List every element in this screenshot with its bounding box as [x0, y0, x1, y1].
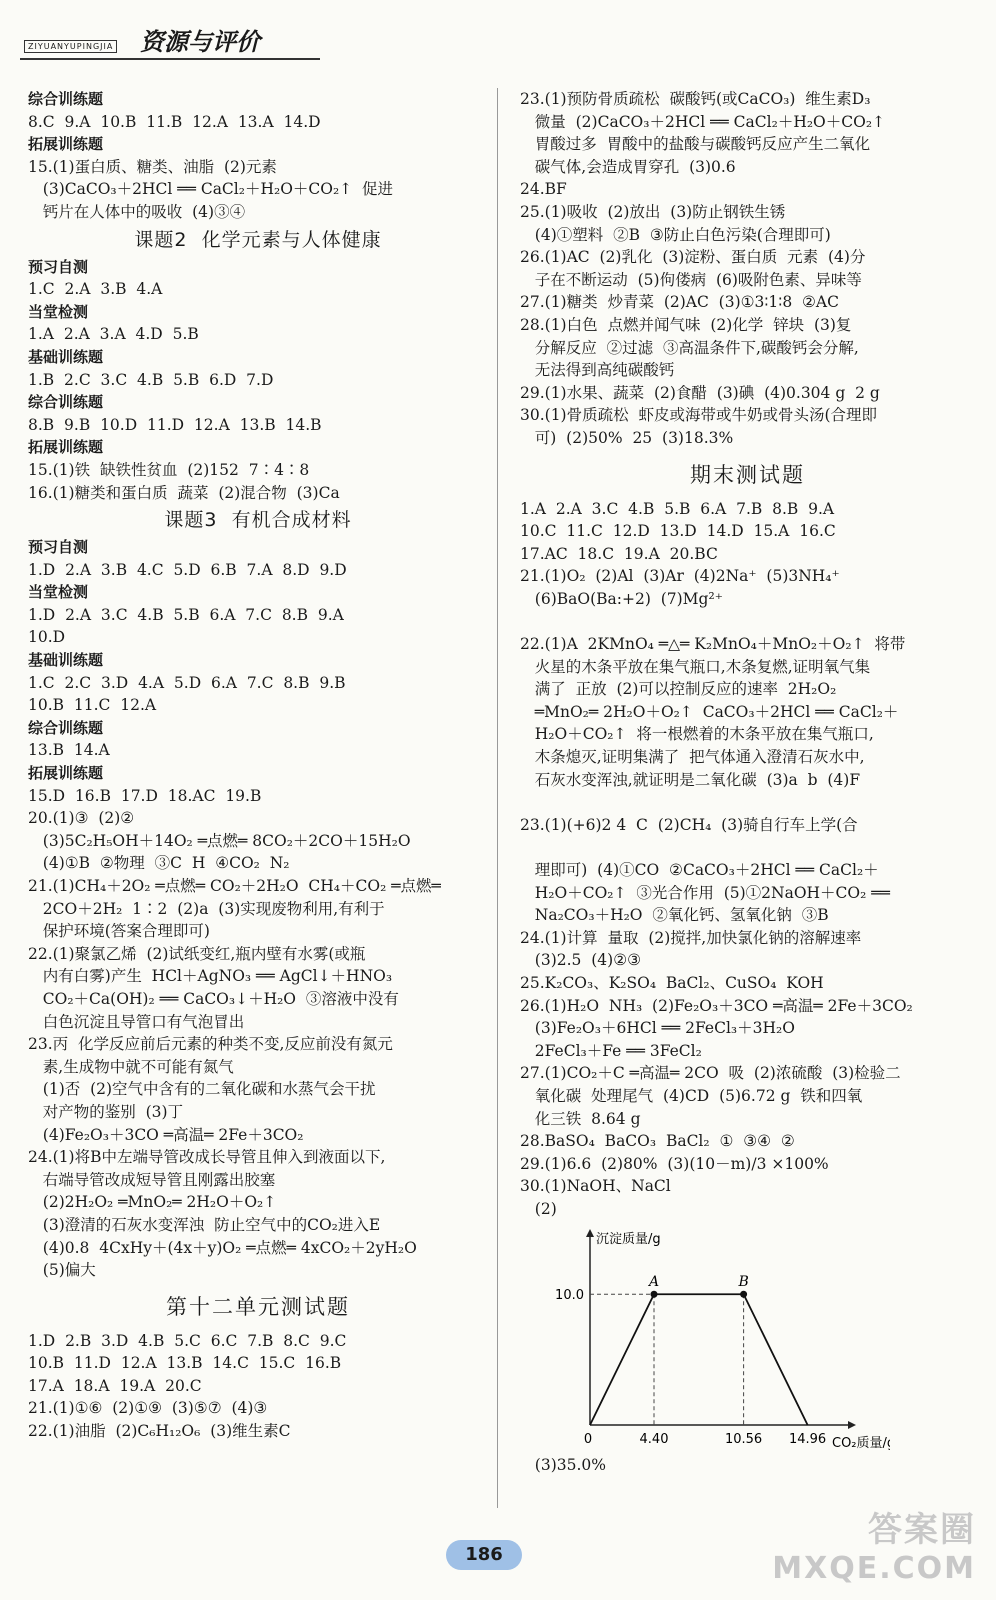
section-label: 综合训练题: [28, 90, 104, 108]
answer-line: 1.D 2.B 3.D 4.B 5.C 6.C 7.B 8.C 9.C: [28, 1331, 347, 1350]
answer-line: 27.(1)糖类 炒青菜 (2)AC (3)①3∶1∶8 ②AC: [520, 293, 839, 312]
answer-line: 理即可) (4)①CO ②CaCO₃＋2HCl ══ CaCl₂＋: [520, 861, 879, 879]
answer-line: (5)偏大: [28, 1261, 96, 1280]
section-label: 综合训练题: [28, 393, 104, 412]
answer-line: CO₂＋Ca(OH)₂ ══ CaCO₃↓＋H₂O ③溶液中没有: [28, 989, 399, 1008]
section-label: 基础训练题: [28, 651, 104, 670]
answer-line: 氧化碳 处理尾气 (4)CD (5)6.72 g 铁和四氧: [520, 1086, 863, 1105]
answer-line: 10.B 11.C 12.A: [28, 696, 157, 715]
answer-line: 2CO＋2H₂ 1∶2 (2)a (3)实现废物利用,有利于: [28, 899, 385, 918]
x-tick-label: 4.40: [639, 1431, 669, 1447]
answer-line: (3)澄清的石灰水变浑浊 防止空气中的CO₂进入E: [28, 1215, 381, 1234]
answer-line: 22.(1)A 2KMnO₄ ═△═ K₂MnO₄＋MnO₂＋O₂↑ 将带: [520, 635, 906, 654]
answer-line: 28.(1)白色 点燃并闻气味 (2)化学 锌块 (3)复: [520, 315, 852, 334]
precipitate-chart: [550, 1225, 975, 1454]
answer-line: 10.B 11.D 12.A 13.B 14.C 15.C 16.B: [28, 1354, 342, 1373]
answer-line: 21.(1)CH₄＋2O₂ ═点燃═ CO₂＋2H₂O CH₄＋CO₂ ═点燃═: [28, 877, 441, 895]
answer-line: 木条熄灭,证明集满了 把气体通入澄清石灰水中,: [520, 748, 865, 767]
answer-line: [520, 610, 975, 633]
answer-line: 右端导管改成短导管且刚露出胶塞: [28, 1170, 276, 1189]
section-heading: 第十二单元测试题: [166, 1294, 350, 1319]
answer-line: 石灰水变浑浊,就证明是二氧化碳 (3)a b (4)F: [520, 770, 861, 789]
data-point: [651, 1290, 658, 1297]
header-subtitle: ZIYUANYUPINGJIA: [24, 40, 117, 53]
answer-line: 23.(1)预防骨质疏松 碳酸钙(或CaCO₃) 维生素D₃: [520, 90, 871, 108]
answer-line: 21.(1)O₂ (2)Al (3)Ar (4)2Na⁺ (5)3NH₄⁺: [520, 567, 840, 586]
answer-line: (4)①B ②物理 ③C H ④CO₂ N₂: [28, 854, 290, 873]
answer-line: 胃酸过多 胃酸中的盐酸与碳酸钙反应产生二氧化: [520, 135, 871, 154]
answer-line: 10.D: [28, 628, 66, 647]
data-point: [740, 1290, 747, 1297]
point-label: B: [738, 1273, 749, 1290]
answer-line: ═MnO₂═ 2H₂O＋O₂↑ CaCO₃＋2HCl ══ CaCl₂＋: [520, 702, 899, 721]
watermark: [772, 1502, 976, 1586]
answer-line: 17.A 18.A 19.A 20.C: [28, 1376, 202, 1395]
x-tick-label: 14.96: [788, 1431, 827, 1447]
answer-line: 可) (2)50% 25 (3)18.3%: [520, 428, 734, 447]
answer-line: 26.(1)AC (2)乳化 (3)淀粉、蛋白质 元素 (4)分: [520, 248, 866, 267]
answer-line: 1.D 2.A 3.C 4.B 5.B 6.A 7.C 8.B 9.A: [28, 605, 344, 624]
section-label: 基础训练题: [28, 347, 104, 366]
right-column: [520, 88, 975, 1476]
answer-line: 白色沉淀且导管口有气泡冒出: [28, 1012, 245, 1031]
series-line: [590, 1294, 808, 1425]
answer-line: 对产物的鉴别 (3)丁: [28, 1102, 184, 1121]
answer-line: (3)2.5 (4)②③: [520, 951, 641, 970]
column-divider: [497, 88, 498, 1508]
answer-line: 化三铁 8.64 g: [520, 1109, 641, 1128]
header-rule: [20, 58, 320, 60]
answer-line: 25.K₂CO₃、K₂SO₄ BaCl₂、CuSO₄ KOH: [520, 973, 824, 992]
answer-line: 24.(1)计算 量取 (2)搅拌,加快氯化钠的溶解速率: [520, 928, 862, 947]
answer-line: 15.(1)铁 缺铁性贫血 (2)152 7∶4∶8: [28, 460, 310, 479]
answer-line: 素,生成物中就不可能有氮气: [28, 1057, 234, 1076]
answer-line: 1.A 2.A 3.A 4.D 5.B: [28, 325, 199, 344]
answer-line: 23.(1)(+6)2 4 C (2)CH₄ (3)骑自行车上学(合: [520, 815, 858, 834]
y-tick-label: 10.0: [555, 1287, 584, 1303]
answer-line: (1)否 (2)空气中含有的二氧化碳和水蒸气会干扰: [28, 1080, 376, 1099]
x-tick-label: 10.56: [724, 1431, 763, 1447]
section-label: 当堂检测: [28, 583, 89, 602]
answer-line: (4)Fe₂O₃＋3CO ═高温═ 2Fe＋3CO₂: [28, 1125, 304, 1144]
y-axis-label: 沉淀质量/g: [596, 1231, 661, 1247]
answer-line: 20.(1)③ (2)②: [28, 809, 135, 828]
answer-line: (2): [520, 1199, 557, 1218]
section-heading: 课题2 化学元素与人体健康: [134, 228, 382, 251]
answer-line: 24.BF: [520, 180, 567, 199]
answer-line: (3)CaCO₃＋2HCl ══ CaCl₂＋H₂O＋CO₂↑ 促进: [28, 180, 394, 199]
watermark-logo: 答案圈: [868, 1510, 976, 1550]
answer-line: 碳气体,会造成胃穿孔 (3)0.6: [520, 157, 736, 176]
answer-line: 保护环境(答案合理即可): [28, 922, 210, 941]
answer-line: 23.丙 化学反应前后元素的种类不变,反应前没有氮元: [28, 1035, 393, 1054]
answer-line: 钙片在人体中的吸收 (4)③④: [28, 202, 246, 221]
y-axis-arrow: [586, 1229, 594, 1237]
answer-line: 28.BaSO₄ BaCO₃ BaCl₂ ① ③④ ②: [520, 1132, 795, 1151]
answer-line: 27.(1)CO₂＋C ═高温═ 2CO 吸 (2)浓硫酸 (3)检验二: [520, 1064, 901, 1083]
answer-line: 17.AC 18.C 19.A 20.BC: [520, 544, 718, 563]
section-label: 当堂检测: [28, 302, 89, 321]
page-header: [20, 14, 320, 54]
answer-line: (3)Fe₂O₃＋6HCl ══ 2FeCl₃＋3H₂O: [520, 1019, 795, 1038]
answer-line: (4)①塑料 ②B ③防止白色污染(合理即可): [520, 225, 831, 244]
answer-line: 子在不断运动 (5)佝偻病 (6)吸附色素、异味等: [520, 270, 862, 289]
answer-line: (4)0.8 4CxHy＋(4x＋y)O₂ ═点燃═ 4xCO₂＋2yH₂O: [28, 1238, 417, 1257]
answer-line: 15.(1)蛋白质、糖类、油脂 (2)元素: [28, 157, 277, 176]
answer-line: 1.C 2.A 3.B 4.A: [28, 280, 163, 299]
answer-line: [520, 791, 975, 814]
answer-line: 29.(1)6.6 (2)80% (3)(10－m)/3 ×100%: [520, 1154, 829, 1173]
answer-line: [520, 836, 975, 859]
answer-line: 内有白雾)产生 HCl＋AgNO₃ ══ AgCl↓＋HNO₃: [28, 967, 393, 986]
answer-line: 13.B 14.A: [28, 741, 110, 760]
section-heading: 课题3 有机合成材料: [164, 509, 352, 532]
answer-line: 微量 (2)CaCO₃＋2HCl ══ CaCl₂＋H₂O＋CO₂↑: [520, 112, 886, 131]
section-label: 拓展训练题: [28, 438, 104, 457]
answer-line: H₂O＋CO₂↑ 将一根燃着的木条平放在集气瓶口,: [520, 725, 874, 744]
answer-line: 29.(1)水果、蔬菜 (2)食醋 (3)碘 (4)0.304 g 2 g: [520, 383, 880, 402]
answer-line: 1.D 2.A 3.B 4.C 5.D 6.B 7.A 8.D 9.D: [28, 560, 347, 579]
answer-line: 8.B 9.B 10.D 11.D 12.A 13.B 14.B: [28, 415, 322, 434]
answer-line: 火星的木条平放在集气瓶口,木条复燃,证明氧气集: [520, 657, 871, 676]
x-tick-label: 0: [583, 1431, 593, 1447]
answer-line: 25.(1)吸收 (2)放出 (3)防止钢铁生锈: [520, 202, 786, 221]
answer-line: 1.A 2.A 3.C 4.B 5.B 6.A 7.B 8.B 9.A: [520, 499, 835, 518]
answer-line: H₂O＋CO₂↑ ③光合作用 (5)①2NaOH＋CO₂ ══: [520, 883, 890, 902]
left-column: [28, 88, 488, 1443]
answer-line: 8.C 9.A 10.B 11.B 12.A 13.A 14.D: [28, 112, 321, 131]
answer-line: 2FeCl₃＋Fe ══ 3FeCl₂: [520, 1041, 702, 1060]
answer-line: 10.C 11.C 12.D 13.D 14.D 15.A 16.C: [520, 522, 836, 541]
section-label: 拓展训练题: [28, 135, 104, 154]
answer-line: (6)BaO(Ba:+2) (7)Mg²⁺: [520, 589, 723, 608]
answer-line: 15.D 16.B 17.D 18.AC 19.B: [28, 786, 262, 805]
x-axis-arrow: [848, 1421, 856, 1429]
section-label: 预习自测: [28, 538, 89, 557]
answer-line: 22.(1)聚氯乙烯 (2)试纸变红,瓶内壁有水雾(或瓶: [28, 944, 366, 963]
answer-line: 1.C 2.C 3.D 4.A 5.D 6.A 7.C 8.B 9.B: [28, 673, 346, 692]
answer-line: 满了 正放 (2)可以控制反应的速率 2H₂O₂: [520, 680, 837, 699]
section-heading: 期末测试题: [690, 462, 805, 487]
answer-line: 24.(1)将B中左端导管改成长导管且伸入到液面以下,: [28, 1148, 386, 1167]
answer-line: (3)5C₂H₅OH＋14O₂ ═点燃═ 8CO₂＋2CO＋15H₂O: [28, 831, 411, 850]
section-label: 预习自测: [28, 257, 89, 276]
answer-line: 1.B 2.C 3.C 4.B 5.B 6.D 7.D: [28, 370, 274, 389]
right-lines: [520, 88, 975, 1221]
point-label: A: [648, 1273, 660, 1290]
answer-line: 30.(1)NaOH、NaCl: [520, 1177, 671, 1196]
answer-line: 21.(1)①⑥ (2)①⑨ (3)⑤⑦ (4)③: [28, 1399, 268, 1418]
watermark-url: MXQE.COM: [772, 1551, 976, 1586]
section-label: 综合训练题: [28, 718, 104, 737]
x-axis-label: CO₂质量/g: [832, 1435, 890, 1450]
answer-line: 26.(1)H₂O NH₃ (2)Fe₂O₃＋3CO ═高温═ 2Fe＋3CO₂: [520, 996, 913, 1015]
section-label: 拓展训练题: [28, 764, 104, 783]
answer-line: Na₂CO₃＋H₂O ②氧化钙、氢氧化钠 ③B: [520, 906, 829, 925]
answer-line: 22.(1)油脂 (2)C₆H₁₂O₆ (3)维生素C: [28, 1422, 291, 1441]
chart-svg: [550, 1225, 890, 1450]
answer-line: 16.(1)糖类和蛋白质 蔬菜 (2)混合物 (3)Ca: [28, 483, 340, 502]
answer-line: 30.(1)骨质疏松 虾皮或海带或牛奶或骨头汤(合理即: [520, 406, 878, 425]
page-number: 186: [446, 1540, 522, 1570]
answer-line: 无法得到高纯碳酸钙: [520, 361, 675, 380]
answer-line: (2)2H₂O₂ ═MnO₂═ 2H₂O＋O₂↑: [28, 1193, 277, 1212]
header-title: 资源与评价: [140, 28, 260, 56]
answer-line: (3)35.0%: [520, 1455, 606, 1474]
answer-line: 分解反应 ②过滤 ③高温条件下,碳酸钙会分解,: [520, 338, 859, 357]
